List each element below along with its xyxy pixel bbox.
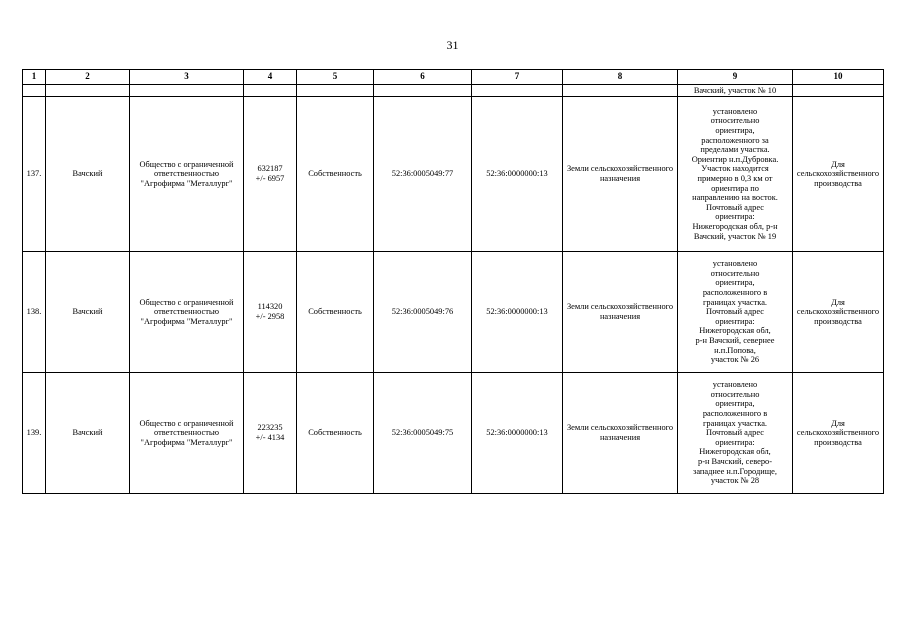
area-tolerance: +/- 2958 <box>255 312 285 321</box>
column-header: 4 <box>244 70 297 85</box>
land-use-cell: Для сельскохозяйственного производства <box>793 373 884 494</box>
cadastral-block-cell: 52:36:0000000:13 <box>472 97 563 252</box>
land-use-cell: Для сельскохозяйственного производства <box>793 252 884 373</box>
table-row <box>23 373 884 494</box>
column-header: 2 <box>46 70 130 85</box>
address-line: установлено <box>712 259 758 269</box>
address-line: участок № 26 <box>710 355 760 365</box>
address-line: границах участка. <box>702 418 768 428</box>
page-number: 31 <box>446 38 459 52</box>
address-line: ориентира: <box>715 212 755 222</box>
area-value: 632187 <box>257 164 283 174</box>
row-number-cell: 139. <box>23 373 46 494</box>
empty-cell <box>563 85 678 97</box>
district-cell: Вачский <box>46 373 130 494</box>
cadastral-block-cell: 52:36:0000000:13 <box>472 252 563 373</box>
address-line: ориентира по <box>711 183 759 193</box>
row-number-cell: 138. <box>23 252 46 373</box>
right-cell: Собственность <box>297 252 374 373</box>
land-use-cell: Для сельскохозяйственного производства <box>793 97 884 252</box>
address-line: ориентира: <box>715 316 755 326</box>
column-header: 3 <box>130 70 244 85</box>
right-cell: Собственность <box>297 373 374 494</box>
address-line: Почтовый адрес <box>706 307 764 317</box>
column-header: 9 <box>678 70 793 85</box>
cadastral-number-cell: 52:36:0005049:76 <box>374 252 472 373</box>
empty-cell <box>793 85 884 97</box>
address-line: границах участка. <box>702 297 768 307</box>
address-line: установлено <box>712 380 758 390</box>
empty-cell <box>23 85 46 97</box>
table-row <box>23 97 884 252</box>
owner-cell: Общество с ограниченной ответственностью "Агрофирма "Металлург" <box>130 252 244 373</box>
owner-cell: Общество с ограниченной ответственностью "Агрофирма "Металлург" <box>130 373 244 494</box>
address-line: Почтовый адрес <box>706 202 764 212</box>
address-line: направлению на восток. <box>692 193 778 203</box>
address-line: ориентира, <box>715 278 755 288</box>
address-line: расположенного в <box>702 409 768 419</box>
address-line: расположенного в <box>702 288 768 298</box>
address-continuation-cell: Вачский, участок № 10 <box>678 85 793 97</box>
address-line: западнее н.п.Городище, <box>693 466 777 476</box>
empty-cell <box>374 85 472 97</box>
address-line: н.п.Попова, <box>714 345 756 355</box>
row-number-cell: 137. <box>23 97 46 252</box>
address-cell <box>678 252 793 373</box>
column-header: 5 <box>297 70 374 85</box>
empty-cell <box>244 85 297 97</box>
land-registry-table <box>22 69 884 494</box>
address-line: примерно в 0,3 км от <box>697 174 773 183</box>
right-cell: Собственность <box>297 97 374 252</box>
address-line: ориентира, <box>715 126 755 136</box>
area-tolerance: +/- 4134 <box>255 433 285 442</box>
land-category-cell: Земли сельскохозяйственного назначения <box>563 252 678 373</box>
address-line: относительно <box>710 389 760 399</box>
district-cell: Вачский <box>46 97 130 252</box>
empty-cell <box>297 85 374 97</box>
cadastral-block-cell: 52:36:0000000:13 <box>472 373 563 494</box>
empty-cell <box>472 85 563 97</box>
address-line: пределами участка. <box>700 145 770 155</box>
address-line: Нижегородская обл, р-н <box>692 221 778 231</box>
area-cell <box>244 373 297 494</box>
area-value: 223235 <box>257 423 283 433</box>
address-line: Нижегородская обл, <box>699 447 771 457</box>
area-tolerance: +/- 6957 <box>255 174 285 183</box>
empty-cell <box>46 85 130 97</box>
address-line: р-н Вачский, северо- <box>698 456 772 466</box>
empty-cell <box>130 85 244 97</box>
address-line: участок № 28 <box>710 476 760 486</box>
address-line: Нижегородская обл, <box>699 326 771 336</box>
land-category-cell: Земли сельскохозяйственного назначения <box>563 97 678 252</box>
column-header: 6 <box>374 70 472 85</box>
column-header: 7 <box>472 70 563 85</box>
address-line: Ориентир н.п.Дубровка. <box>691 154 779 164</box>
owner-cell: Общество с ограниченной ответственностью "Агрофирма "Металлург" <box>130 97 244 252</box>
area-cell <box>244 252 297 373</box>
address-line: Участок находится <box>701 164 769 174</box>
address-line: относительно <box>710 116 760 126</box>
table-row <box>23 252 884 373</box>
address-line: относительно <box>710 268 760 278</box>
column-header: 10 <box>793 70 884 85</box>
land-category-cell: Земли сельскохозяйственного назначения <box>563 373 678 494</box>
cadastral-number-cell: 52:36:0005049:77 <box>374 97 472 252</box>
address-line: ориентира, <box>715 399 755 409</box>
address-line: Почтовый адрес <box>706 428 764 438</box>
cadastral-number-cell: 52:36:0005049:75 <box>374 373 472 494</box>
area-value: 114320 <box>257 302 283 312</box>
address-line: Вачский, участок № 19 <box>693 231 777 241</box>
address-line: ориентира: <box>715 437 755 447</box>
column-header: 8 <box>563 70 678 85</box>
address-cell <box>678 97 793 252</box>
header-row <box>23 70 884 85</box>
column-header: 1 <box>23 70 46 85</box>
address-line: р-н Вачский, севернее <box>695 335 775 345</box>
area-cell <box>244 97 297 252</box>
address-line: установлено <box>712 106 758 116</box>
continuation-row <box>23 85 884 97</box>
district-cell: Вачский <box>46 252 130 373</box>
address-line: расположенного за <box>701 135 769 145</box>
address-cell <box>678 373 793 494</box>
